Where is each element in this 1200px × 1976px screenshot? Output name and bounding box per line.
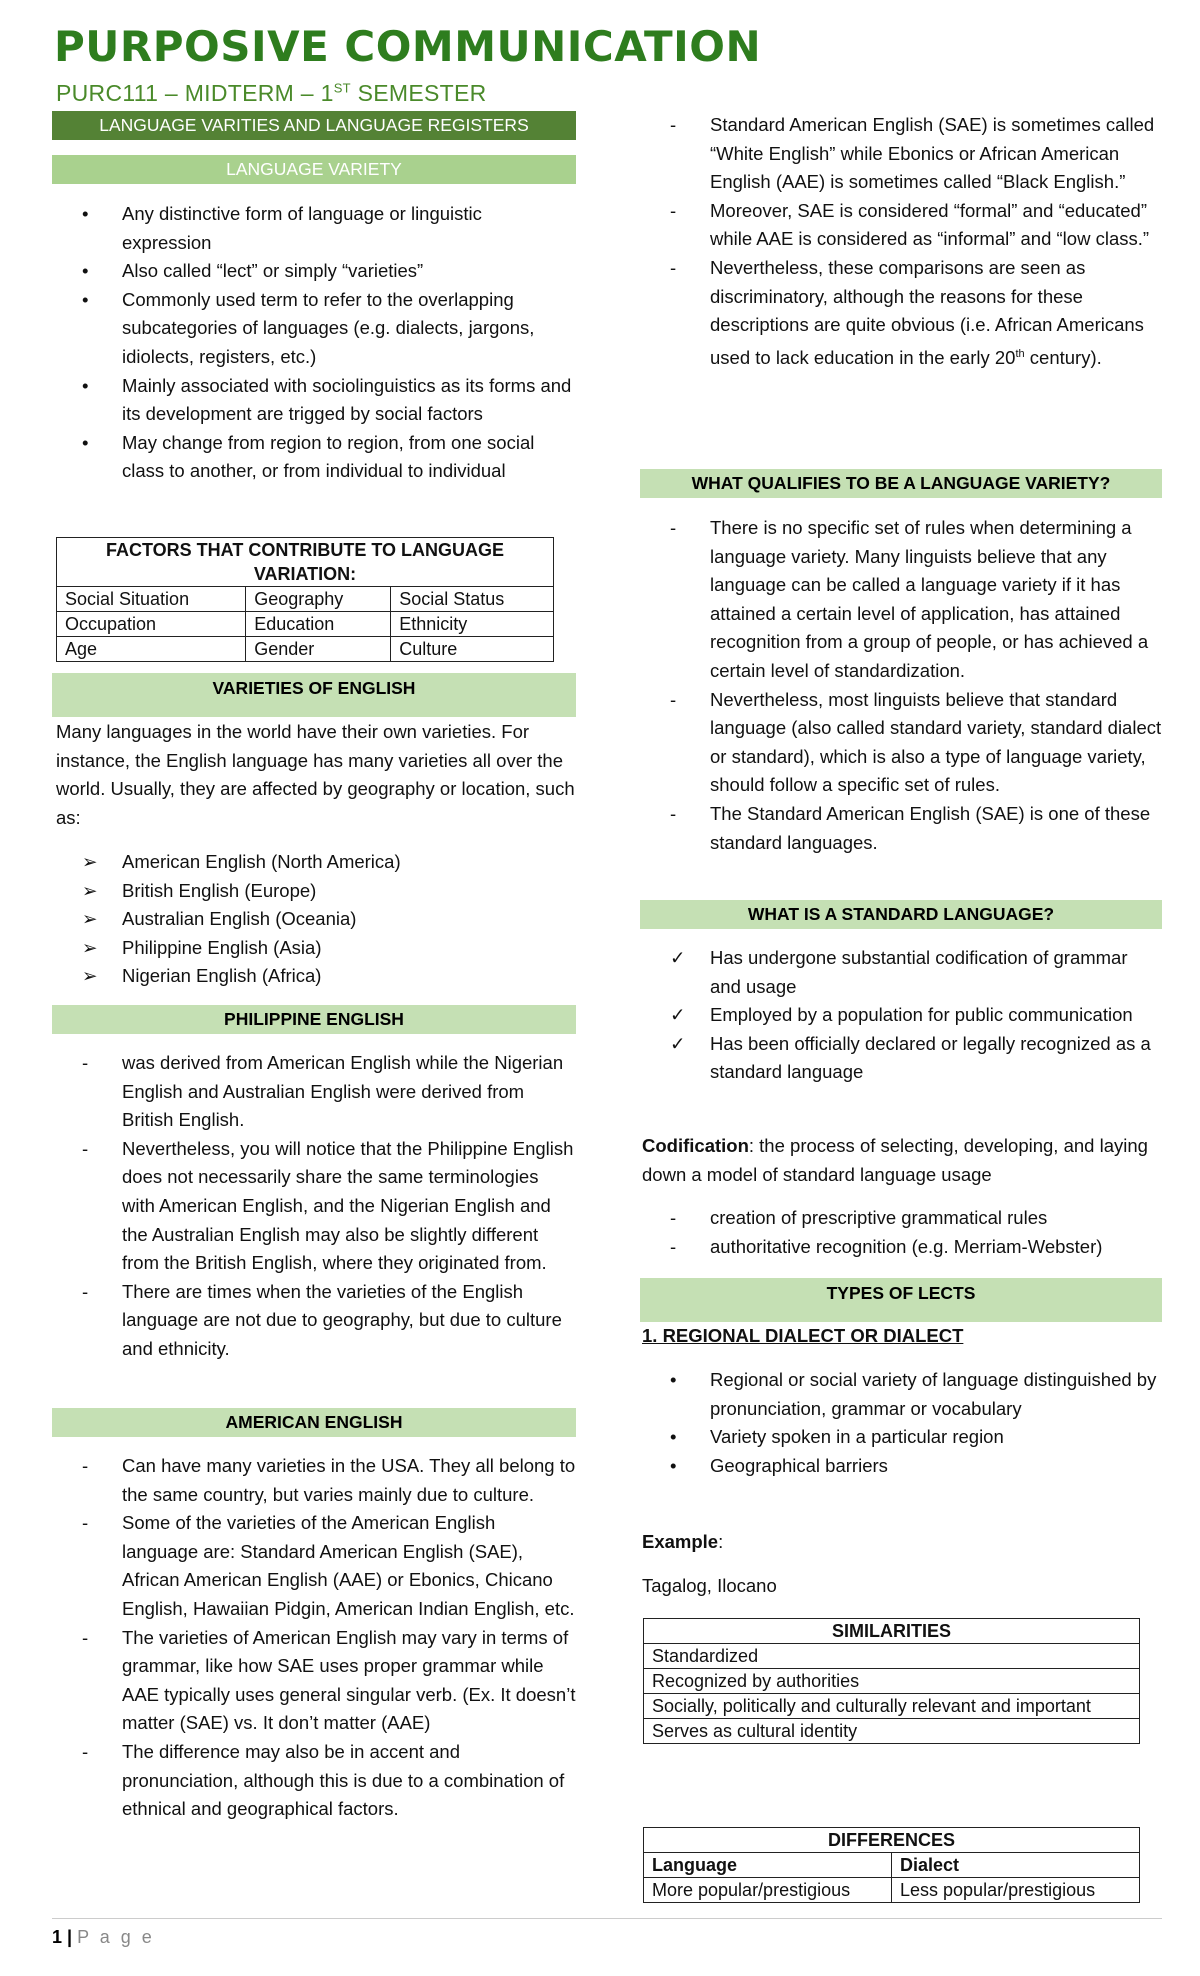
dash-marker: - <box>82 1455 89 1476</box>
factors-heading: FACTORS THAT CONTRIBUTE TO LANGUAGE VARIATION: <box>57 538 554 587</box>
dash-marker: - <box>670 114 677 135</box>
codification-dash-list <box>640 1204 1162 1261</box>
table-row <box>644 1878 1140 1903</box>
example-value: Tagalog, Ilocano <box>642 1575 777 1596</box>
list-item: ✓ Has been officially declared or legally recognized as a standard language <box>640 1030 1162 1087</box>
arrow-marker: ➢ <box>82 908 98 930</box>
bullet-marker: • <box>670 1369 677 1390</box>
list-item: - The varieties of American English may vary in terms of grammar, like how SAE uses proper grammar while AAE typically uses general singular verb. (Ex. It doesn’t matter (SAE) vs. It don’t matter (AAE) <box>52 1624 576 1738</box>
dash-marker: - <box>670 1207 677 1228</box>
differences-heading: DIFFERENCES <box>644 1828 1140 1853</box>
table-cell: Social Situation <box>57 587 246 612</box>
list-item: ✓ Employed by a population for public communication <box>640 1001 1162 1030</box>
dash-marker: - <box>670 688 677 710</box>
table-row <box>644 1669 1140 1694</box>
list-item: - Moreover, SAE is considered “formal” and “educated” while AAE is considered as “informal” and “low class.” <box>640 197 1162 254</box>
dash-marker: - <box>670 199 677 221</box>
list-item: - Some of the varieties of the American English language are: Standard American English (SAE), African American English (AAE) or Ebonics, Chicano English, Hawaiian Pidgin, American Indian English, etc. <box>52 1509 576 1623</box>
table-cell: More popular/prestigious <box>644 1878 892 1903</box>
band-varieties-of-english: VARIETIES OF ENGLISH <box>52 673 576 717</box>
factors-table <box>56 537 554 662</box>
arrow-marker: ➢ <box>82 879 98 901</box>
list-item: - Can have many varieties in the USA. They all belong to the same country, but varies mainly due to culture. <box>52 1452 576 1509</box>
table-row <box>644 1853 1140 1878</box>
table-cell: Serves as cultural identity <box>644 1719 1140 1744</box>
band-standard-language: WHAT IS A STANDARD LANGUAGE? <box>640 900 1162 929</box>
similarities-table <box>643 1618 1140 1744</box>
table-cell: Culture <box>391 637 554 662</box>
list-item: • Mainly associated with sociolinguistics as its forms and its development are trigged by social factors <box>52 372 576 429</box>
list-item: - The Standard American English (SAE) is one of these standard languages. <box>640 800 1162 857</box>
list-item: - The difference may also be in accent and pronunciation, although this is due to a combination of ethnical and geographical factors. <box>52 1738 576 1824</box>
dash-marker: - <box>82 1052 89 1073</box>
table-row <box>644 1719 1140 1744</box>
band-philippine-english: PHILIPPINE ENGLISH <box>52 1005 576 1034</box>
document-subtitle <box>56 80 487 107</box>
band-language-variety: LANGUAGE VARIETY <box>52 155 576 184</box>
regional-dialect-heading: 1. REGIONAL DIALECT OR DIALECT <box>642 1325 964 1346</box>
list-item: - Standard American English (SAE) is sometimes called “White English” while Ebonics or African American English (AAE) is sometimes called “Black English.” <box>640 111 1162 197</box>
page-label: P a g e <box>77 1927 155 1947</box>
table-row <box>57 587 554 612</box>
list-item: ➢ British English (Europe) <box>52 877 576 906</box>
sae-dash-list <box>640 111 1162 373</box>
arrow-marker: ➢ <box>82 965 98 987</box>
check-icon: ✓ <box>670 1004 686 1026</box>
standard-check-list <box>640 944 1162 1087</box>
bullet-marker: • <box>670 1426 677 1448</box>
similarities-heading: SIMILARITIES <box>644 1619 1140 1644</box>
list-item: ➢ American English (North America) <box>52 848 576 877</box>
table-cell: Less popular/prestigious <box>892 1878 1140 1903</box>
table-cell: Education <box>246 612 391 637</box>
list-item: • Geographical barriers <box>640 1452 1162 1481</box>
table-cell: Geography <box>246 587 391 612</box>
table-cell: Recognized by authorities <box>644 1669 1140 1694</box>
list-item: - Nevertheless, you will notice that the Philippine English does not necessarily share the same terminologies with American English, and the Nigerian English and the Australian English may also be slightly different from the British English, where they originated from. <box>52 1135 576 1278</box>
table-cell: Socially, politically and culturally relevant and important <box>644 1694 1140 1719</box>
table-cell: Gender <box>246 637 391 662</box>
list-item: - was derived from American English while the Nigerian English and Australian English were derived from British English. <box>52 1049 576 1135</box>
band-american-english: AMERICAN ENGLISH <box>52 1408 576 1437</box>
varieties-arrow-list <box>52 848 576 991</box>
band-types-of-lects: TYPES OF LECTS <box>640 1278 1162 1322</box>
document-title: PURPOSIVE COMMUNICATION <box>54 22 762 71</box>
dash-marker: - <box>82 1626 89 1648</box>
codification-term: Codification <box>642 1135 749 1156</box>
codification-definition: Codification: the process of selecting, developing, and laying down a model of standard language usage <box>642 1135 1148 1185</box>
list-item: • Commonly used term to refer to the overlapping subcategories of languages (e.g. dialects, jargons, idiolects, registers, etc.) <box>52 286 576 372</box>
page-number: 1 <box>52 1927 63 1947</box>
varieties-intro: Many languages in the world have their own varieties. For instance, the English language has many varieties all over the world. Usually, they are affected by geography or location, such as: <box>56 721 575 828</box>
regional-bullet-list <box>640 1366 1162 1480</box>
variety-bullet-list <box>52 200 576 486</box>
arrow-marker: ➢ <box>82 936 98 958</box>
bullet-marker: • <box>82 288 89 310</box>
qualifies-dash-list <box>640 514 1162 857</box>
table-cell: Standardized <box>644 1644 1140 1669</box>
dash-marker: - <box>670 1235 677 1257</box>
example-label: Example: <box>642 1531 724 1552</box>
table-cell: Ethnicity <box>391 612 554 637</box>
bullet-marker: • <box>82 260 89 282</box>
bullet-marker: • <box>82 431 89 453</box>
bullet-marker: • <box>82 374 89 396</box>
list-item: • May change from region to region, from one social class to another, or from individual to individual <box>52 429 576 486</box>
list-item: • Regional or social variety of language distinguished by pronunciation, grammar or vocabulary <box>640 1366 1162 1423</box>
dash-marker: - <box>82 1740 89 1762</box>
subtitle-end: SEMESTER <box>350 80 487 106</box>
list-item: - Nevertheless, most linguists believe that standard language (also called standard variety, standard dialect or standard), which is also a type of language variety, should follow a specific set of rules. <box>640 686 1162 800</box>
bullet-marker: • <box>82 203 89 224</box>
table-row <box>57 612 554 637</box>
dash-marker: - <box>670 517 677 538</box>
philippine-dash-list <box>52 1049 576 1364</box>
table-cell: Age <box>57 637 246 662</box>
bullet-marker: • <box>670 1454 677 1476</box>
band-language-varieties: LANGUAGE VARITIES AND LANGUAGE REGISTERS <box>52 111 576 140</box>
footer-separator: | <box>67 1927 73 1947</box>
list-item: - creation of prescriptive grammatical rules <box>640 1204 1162 1233</box>
american-dash-list <box>52 1452 576 1824</box>
table-row <box>57 637 554 662</box>
arrow-marker: ➢ <box>82 851 98 872</box>
list-item: - authoritative recognition (e.g. Merriam-Webster) <box>640 1233 1162 1262</box>
table-cell: Occupation <box>57 612 246 637</box>
dash-marker: - <box>670 256 677 278</box>
list-item: - Nevertheless, these comparisons are seen as discriminatory, although the reasons for these descriptions are quite obvious (i.e. African Americans used to lack education in the early 20th century). <box>640 254 1162 373</box>
dash-marker: - <box>82 1137 89 1159</box>
page-footer <box>52 1918 1162 1948</box>
list-item: - There are times when the varieties of the English language are not due to geography, but due to culture and ethnicity. <box>52 1278 576 1364</box>
dash-marker: - <box>82 1280 89 1302</box>
list-item: ➢ Philippine English (Asia) <box>52 934 576 963</box>
dash-marker: - <box>82 1512 89 1534</box>
table-row <box>644 1694 1140 1719</box>
list-item: • Variety spoken in a particular region <box>640 1423 1162 1452</box>
list-item: • Any distinctive form of language or linguistic expression <box>52 200 576 257</box>
list-item: - There is no specific set of rules when determining a language variety. Many linguists believe that any language can be called a language variety if it has attained a certain level of application, has attained recognition from a group of people, or has achieved a certain level of standardization. <box>640 514 1162 686</box>
list-item: • Also called “lect” or simply “varieties” <box>52 257 576 286</box>
band-what-qualifies: WHAT QUALIFIES TO BE A LANGUAGE VARIETY? <box>640 469 1162 498</box>
subtitle-sup: ST <box>333 80 351 96</box>
table-cell: Social Status <box>391 587 554 612</box>
table-header-cell: Dialect <box>892 1853 1140 1878</box>
list-item: ➢ Nigerian English (Africa) <box>52 962 576 991</box>
table-header-cell: Language <box>644 1853 892 1878</box>
check-icon: ✓ <box>670 1032 686 1054</box>
table-row <box>644 1644 1140 1669</box>
list-item: ✓ Has undergone substantial codification of grammar and usage <box>640 944 1162 1001</box>
check-icon: ✓ <box>670 947 686 968</box>
differences-table <box>643 1827 1140 1903</box>
subtitle-main: PURC111 – MIDTERM – 1 <box>56 80 334 106</box>
dash-marker: - <box>670 802 677 824</box>
list-item: ➢ Australian English (Oceania) <box>52 905 576 934</box>
